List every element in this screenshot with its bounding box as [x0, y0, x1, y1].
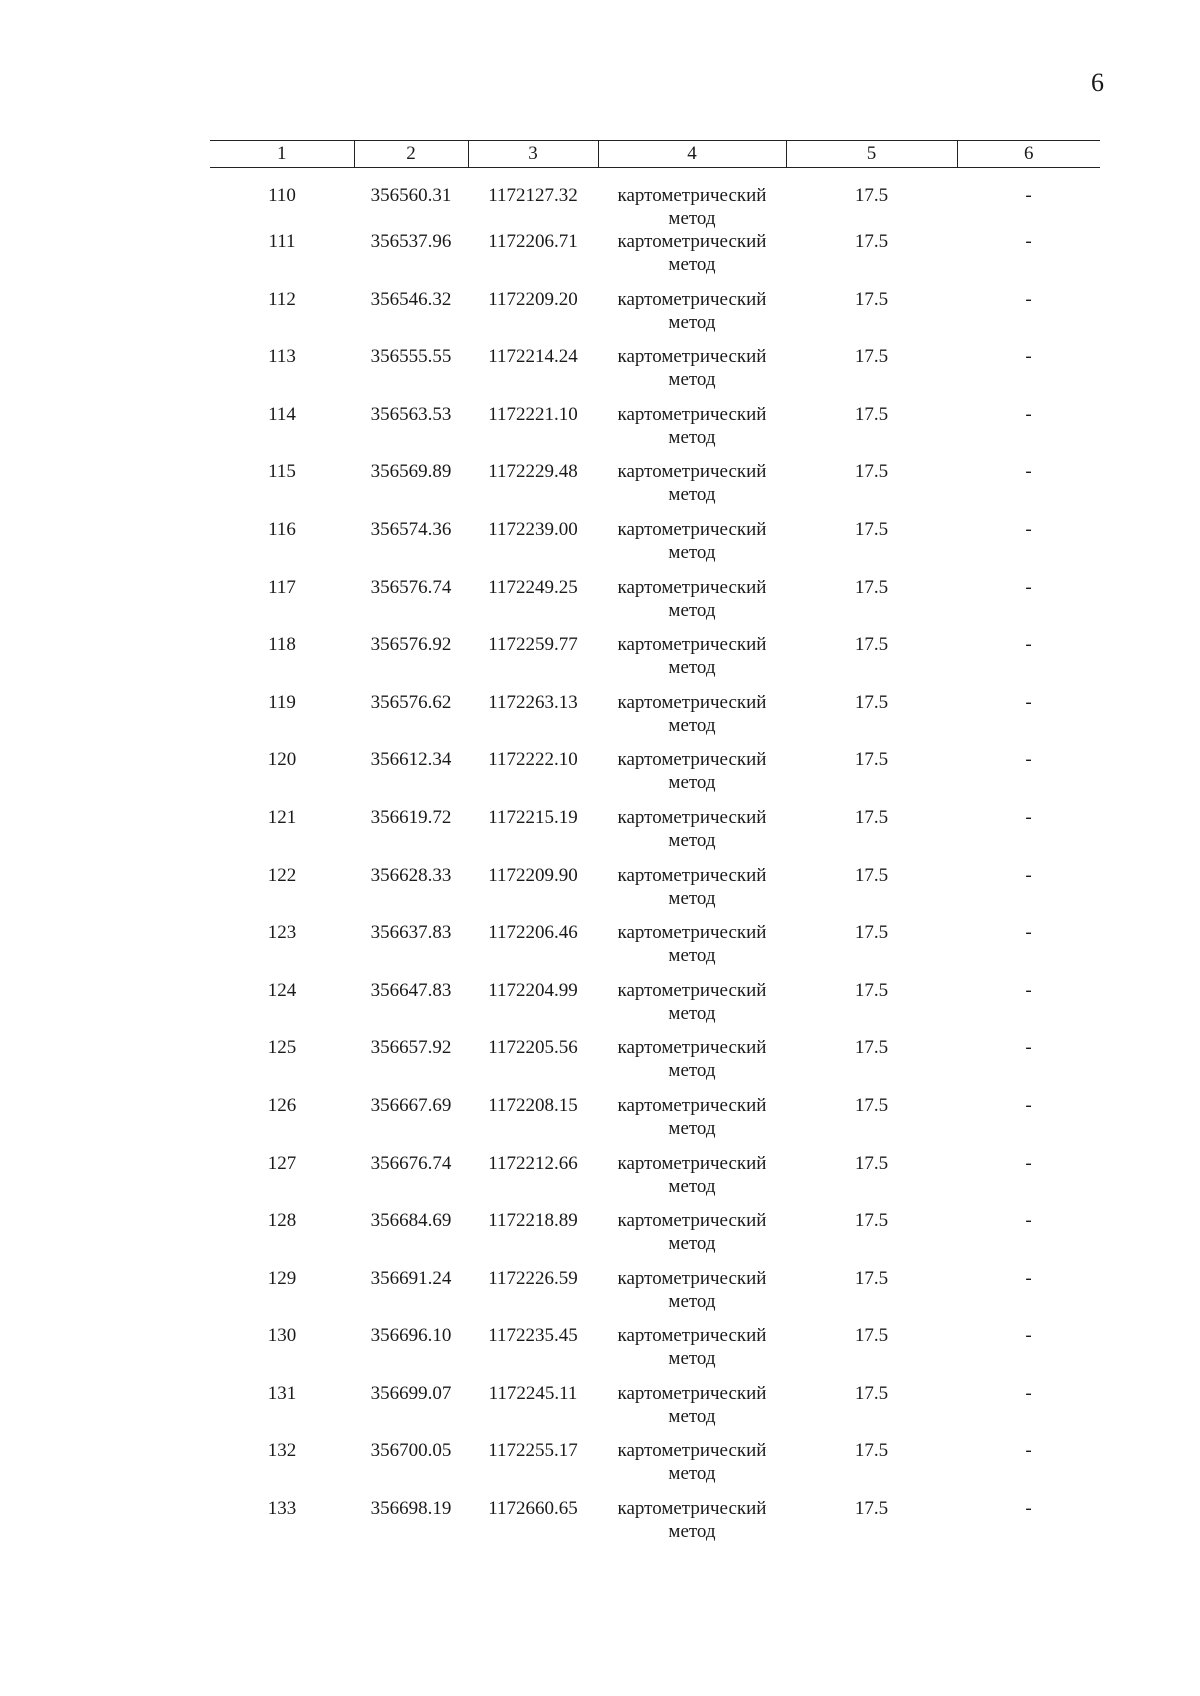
method-line-1: картометрический	[617, 1325, 767, 1347]
point-number: 113	[268, 346, 296, 368]
method-line-2: метод	[668, 541, 716, 563]
method-cell	[598, 1497, 786, 1555]
coordinate-x: 356699.07	[370, 1382, 452, 1404]
accuracy-value: 17.5	[854, 979, 889, 1001]
coordinate-y: 1172239.00	[488, 518, 578, 540]
method-cell	[598, 1152, 786, 1210]
method-cell	[598, 921, 786, 979]
point-number: 115	[268, 461, 296, 483]
method-line-1: картометрический	[617, 403, 767, 425]
note-value: -	[1025, 231, 1032, 252]
method-cell	[598, 1324, 786, 1382]
method-line-2: метод	[668, 599, 716, 621]
note-value: -	[1025, 576, 1032, 598]
accuracy-value: 17.5	[854, 691, 889, 713]
method-line-2: метод	[668, 1002, 716, 1024]
accuracy-value: 17.5	[854, 576, 889, 598]
accuracy-value: 17.5	[854, 461, 889, 483]
method-line-1: картометрический	[617, 1498, 767, 1520]
method-cell	[598, 518, 786, 576]
point-number: 128	[267, 1210, 297, 1232]
coordinates-table	[210, 140, 1100, 1555]
point-number: 127	[267, 1152, 297, 1174]
coordinate-x: 356576.62	[370, 691, 452, 713]
coordinate-y: 1172209.90	[488, 864, 578, 886]
table-row	[210, 1439, 1100, 1497]
coordinate-y: 1172209.20	[488, 288, 578, 310]
coordinate-x: 356700.05	[370, 1440, 452, 1462]
accuracy-value: 17.5	[854, 1037, 889, 1059]
table-row	[210, 979, 1100, 1037]
column-header-2: 2	[354, 141, 468, 168]
method-line-2: метод	[668, 887, 716, 909]
point-number: 129	[267, 1267, 297, 1289]
method-cell	[598, 168, 786, 231]
coordinate-x: 356684.69	[370, 1210, 452, 1232]
method-cell	[598, 864, 786, 922]
coordinate-y: 1172208.15	[488, 1094, 578, 1116]
point-number: 123	[267, 922, 297, 944]
table-row	[210, 1209, 1100, 1267]
table-row	[210, 576, 1100, 634]
coordinate-x: 356696.10	[370, 1325, 452, 1347]
coordinate-y: 1172221.10	[488, 403, 578, 425]
accuracy-value: 17.5	[854, 1267, 889, 1289]
method-line-2: метод	[668, 1348, 716, 1370]
note-value: -	[1025, 518, 1032, 540]
accuracy-value: 17.5	[854, 922, 889, 944]
table-row	[210, 864, 1100, 922]
accuracy-value: 17.5	[854, 1094, 889, 1116]
point-number: 132	[267, 1440, 297, 1462]
method-line-1: картометрический	[617, 1037, 767, 1059]
coordinate-y: 1172263.13	[488, 691, 578, 713]
note-value: -	[1025, 979, 1032, 1001]
accuracy-value: 17.5	[854, 518, 889, 540]
method-line-2: метод	[668, 426, 716, 448]
note-value: -	[1025, 346, 1032, 368]
table-row	[210, 1036, 1100, 1094]
method-cell	[598, 1382, 786, 1440]
table-row	[210, 460, 1100, 518]
method-line-2: метод	[668, 772, 716, 794]
coordinate-y: 1172214.24	[488, 346, 578, 368]
method-line-1: картометрический	[617, 346, 767, 368]
method-line-1: картометрический	[617, 1152, 767, 1174]
note-value: -	[1025, 1325, 1032, 1347]
method-line-2: метод	[668, 714, 716, 736]
method-line-1: картометрический	[617, 1210, 767, 1232]
note-value: -	[1025, 864, 1032, 886]
method-line-2: метод	[668, 1117, 716, 1139]
point-number: 111	[268, 231, 296, 252]
method-line-1: картометрический	[617, 185, 767, 206]
coordinate-x: 356612.34	[370, 749, 452, 771]
coordinate-y: 1172204.99	[488, 979, 578, 1001]
method-line-1: картометрический	[617, 518, 767, 540]
coordinate-y: 1172255.17	[488, 1440, 578, 1462]
coordinate-x: 356555.55	[370, 346, 452, 368]
note-value: -	[1025, 403, 1032, 425]
point-number: 126	[267, 1094, 297, 1116]
accuracy-value: 17.5	[854, 288, 889, 310]
coordinate-x: 356569.89	[370, 461, 452, 483]
point-number: 112	[268, 288, 296, 310]
note-value: -	[1025, 1440, 1032, 1462]
note-value: -	[1025, 1094, 1032, 1116]
coordinate-x: 356628.33	[370, 864, 452, 886]
accuracy-value: 17.5	[854, 1440, 889, 1462]
coordinate-y: 1172229.48	[488, 461, 578, 483]
table-row	[210, 633, 1100, 691]
table-header-row	[210, 141, 1100, 168]
point-number: 122	[267, 864, 297, 886]
coordinate-x: 356676.74	[370, 1152, 452, 1174]
method-line-2: метод	[668, 945, 716, 967]
method-line-2: метод	[668, 369, 716, 391]
coordinate-x: 356619.72	[370, 806, 452, 828]
column-header-6: 6	[957, 141, 1100, 168]
point-number: 121	[267, 806, 297, 828]
note-value: -	[1025, 461, 1032, 483]
coordinate-y: 1172215.19	[488, 806, 578, 828]
accuracy-value: 17.5	[854, 1325, 889, 1347]
note-value: -	[1025, 288, 1032, 310]
point-number: 131	[267, 1382, 297, 1404]
method-cell	[598, 1036, 786, 1094]
method-line-2: метод	[668, 829, 716, 851]
point-number: 133	[267, 1498, 297, 1520]
coordinate-x: 356546.32	[370, 288, 452, 310]
coordinate-y: 1172249.25	[488, 576, 578, 598]
coordinate-y: 1172206.71	[488, 231, 578, 252]
coordinate-x: 356691.24	[370, 1267, 452, 1289]
method-line-2: метод	[668, 657, 716, 679]
table-row	[210, 403, 1100, 461]
method-line-2: метод	[668, 484, 716, 506]
note-value: -	[1025, 634, 1032, 656]
method-line-1: картометрический	[617, 922, 767, 944]
coordinate-x: 356537.96	[370, 231, 452, 252]
method-line-1: картометрический	[617, 576, 767, 598]
method-line-1: картометрический	[617, 1267, 767, 1289]
note-value: -	[1025, 1037, 1032, 1059]
method-line-2: метод	[668, 208, 716, 229]
coordinate-y: 1172245.11	[488, 1382, 578, 1404]
method-line-1: картометрический	[617, 1440, 767, 1462]
coordinate-x: 356637.83	[370, 922, 452, 944]
point-number: 120	[267, 749, 297, 771]
column-header-1: 1	[210, 141, 354, 168]
column-header-5: 5	[786, 141, 957, 168]
page-number: 6	[1091, 68, 1104, 97]
accuracy-value: 17.5	[854, 346, 889, 368]
coordinate-x: 356576.74	[370, 576, 452, 598]
accuracy-value: 17.5	[854, 185, 889, 206]
method-cell	[598, 345, 786, 403]
coordinate-y: 1172212.66	[488, 1152, 578, 1174]
coordinate-x: 356560.31	[370, 185, 452, 206]
accuracy-value: 17.5	[854, 806, 889, 828]
method-line-2: метод	[668, 1233, 716, 1255]
method-line-1: картометрический	[617, 1094, 767, 1116]
method-line-1: картометрический	[617, 288, 767, 310]
table-row	[210, 1152, 1100, 1210]
column-header-3: 3	[468, 141, 598, 168]
table-row	[210, 1094, 1100, 1152]
method-cell	[598, 288, 786, 346]
method-line-1: картометрический	[617, 634, 767, 656]
method-line-1: картометрический	[617, 461, 767, 483]
method-cell	[598, 691, 786, 749]
accuracy-value: 17.5	[854, 1152, 889, 1174]
method-cell	[598, 1267, 786, 1325]
coordinate-y: 1172222.10	[488, 749, 578, 771]
note-value: -	[1025, 1498, 1032, 1520]
method-cell	[598, 806, 786, 864]
accuracy-value: 17.5	[854, 634, 889, 656]
method-line-1: картометрический	[617, 749, 767, 771]
table-row	[210, 691, 1100, 749]
table-row	[210, 748, 1100, 806]
method-line-1: картометрический	[617, 864, 767, 886]
coordinate-y: 1172235.45	[488, 1325, 578, 1347]
method-cell	[598, 979, 786, 1037]
table-row	[210, 1497, 1100, 1555]
method-line-2: метод	[668, 1463, 716, 1485]
coordinate-x: 356563.53	[370, 403, 452, 425]
method-line-2: метод	[668, 1290, 716, 1312]
method-line-2: метод	[668, 1405, 716, 1427]
coordinate-x: 356576.92	[370, 634, 452, 656]
method-line-2: метод	[668, 1521, 716, 1543]
accuracy-value: 17.5	[854, 1498, 889, 1520]
coordinate-y: 1172218.89	[488, 1210, 578, 1232]
accuracy-value: 17.5	[854, 1210, 889, 1232]
column-header-4: 4	[598, 141, 786, 168]
point-number: 125	[267, 1037, 297, 1059]
note-value: -	[1025, 806, 1032, 828]
table-row	[210, 806, 1100, 864]
note-value: -	[1025, 1152, 1032, 1174]
accuracy-value: 17.5	[854, 749, 889, 771]
coordinate-x: 356647.83	[370, 979, 452, 1001]
point-number: 119	[268, 691, 296, 713]
coordinate-x: 356657.92	[370, 1037, 452, 1059]
method-cell	[598, 230, 786, 288]
coordinate-y: 1172226.59	[488, 1267, 578, 1289]
accuracy-value: 17.5	[854, 403, 889, 425]
table-row	[210, 168, 1100, 231]
table-row	[210, 288, 1100, 346]
method-line-2: метод	[668, 254, 716, 275]
method-cell	[598, 633, 786, 691]
method-line-2: метод	[668, 1175, 716, 1197]
table-row	[210, 921, 1100, 979]
coordinate-x: 356698.19	[370, 1498, 452, 1520]
note-value: -	[1025, 691, 1032, 713]
method-cell	[598, 1439, 786, 1497]
point-number: 110	[268, 185, 296, 206]
coordinate-y: 1172205.56	[488, 1037, 578, 1059]
method-cell	[598, 1094, 786, 1152]
table-row	[210, 230, 1100, 288]
point-number: 116	[268, 518, 296, 540]
note-value: -	[1025, 1267, 1032, 1289]
method-cell	[598, 748, 786, 806]
method-cell	[598, 576, 786, 634]
coordinate-y: 1172259.77	[488, 634, 578, 656]
accuracy-value: 17.5	[854, 1382, 889, 1404]
point-number: 118	[268, 634, 296, 656]
accuracy-value: 17.5	[854, 864, 889, 886]
note-value: -	[1025, 922, 1032, 944]
method-cell	[598, 403, 786, 461]
method-line-1: картометрический	[617, 691, 767, 713]
note-value: -	[1025, 1210, 1032, 1232]
accuracy-value: 17.5	[854, 231, 889, 252]
coordinate-x: 356574.36	[370, 518, 452, 540]
note-value: -	[1025, 185, 1032, 206]
method-line-1: картометрический	[617, 979, 767, 1001]
table-row	[210, 518, 1100, 576]
method-cell	[598, 460, 786, 518]
note-value: -	[1025, 1382, 1032, 1404]
table-row	[210, 1324, 1100, 1382]
point-number: 114	[268, 403, 296, 425]
point-number: 130	[267, 1325, 297, 1347]
method-line-2: метод	[668, 311, 716, 333]
method-line-2: метод	[668, 1060, 716, 1082]
point-number: 117	[268, 576, 296, 598]
table-row	[210, 1267, 1100, 1325]
point-number: 124	[267, 979, 297, 1001]
method-cell	[598, 1209, 786, 1267]
coordinate-y: 1172660.65	[488, 1498, 578, 1520]
coordinate-y: 1172127.32	[488, 185, 578, 206]
method-line-1: картометрический	[617, 231, 767, 252]
coordinate-y: 1172206.46	[488, 922, 578, 944]
table-row	[210, 1382, 1100, 1440]
method-line-1: картометрический	[617, 1382, 767, 1404]
table-row	[210, 345, 1100, 403]
method-line-1: картометрический	[617, 806, 767, 828]
coordinate-x: 356667.69	[370, 1094, 452, 1116]
table-body	[210, 168, 1100, 1555]
note-value: -	[1025, 749, 1032, 771]
